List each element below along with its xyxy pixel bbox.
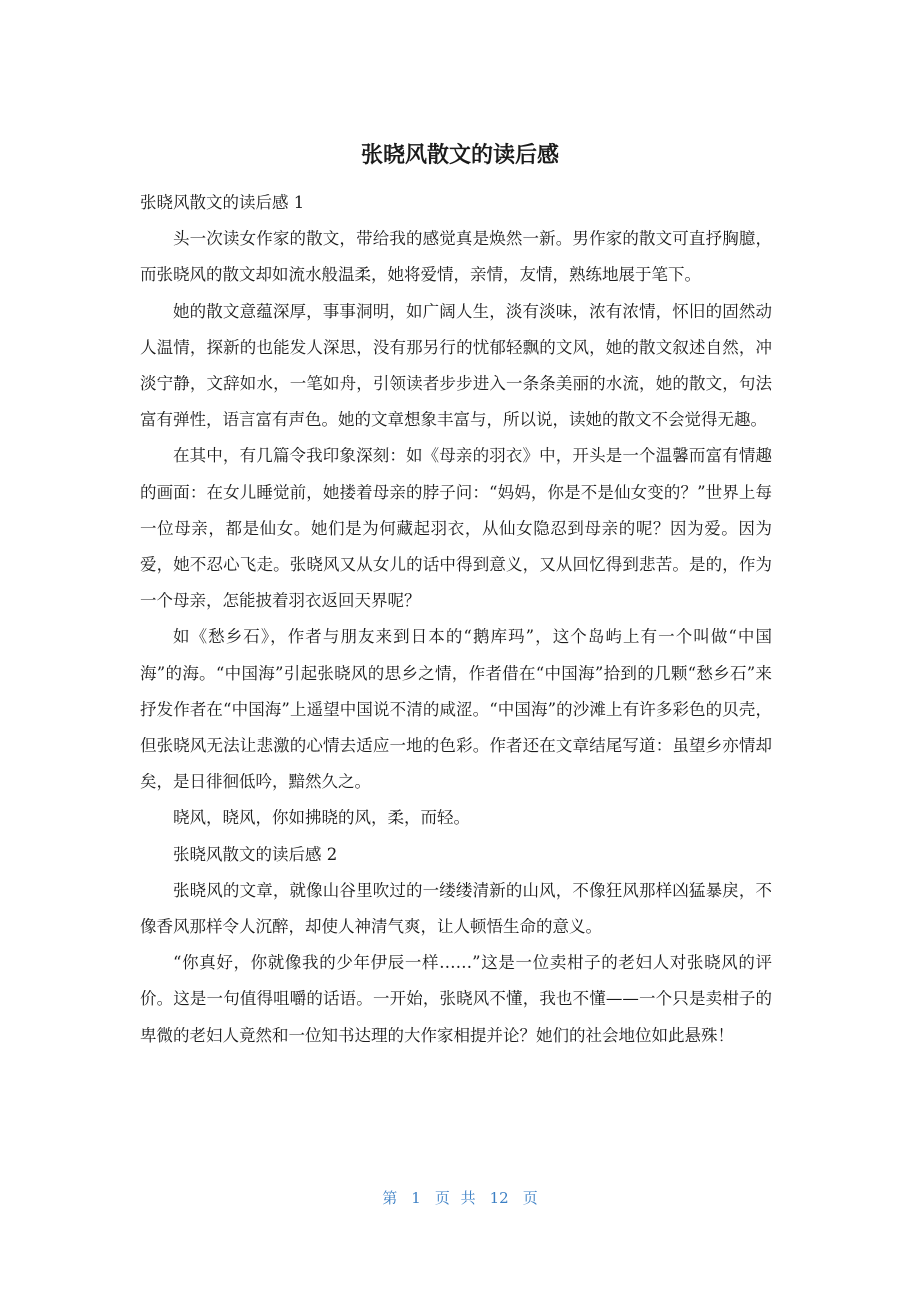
document-title: 张晓风散文的读后感	[360, 143, 559, 168]
paragraph: “你真好，你就像我的少年伊辰一样……”这是一位卖柑子的老妇人对张晓风的评价。这是一句值得咀嚼的话语。一开始，张晓风不懂，我也不懂——一个只是卖柑子的卑微的老妇人竟然和一位知书达理的大作家相提并论？她们的社会地位如此悬殊！	[140, 953, 772, 1045]
document-body	[140, 185, 772, 1054]
paragraph: 如《愁乡石》，作者与朋友来到日本的“鹅库玛”，这个岛屿上有一个叫做“中国海”的海。“中国海”引起张晓风的思乡之情，作者借在“中国海”拾到的几颗“愁乡石”来抒发作者在“中国海”上遥望中国说不清的咸涩。“中国海”的沙滩上有许多彩色的贝壳，但张晓风无法让悲激的心情去适应一地的色彩。作者还在文章结尾写道：虽望乡亦情却矣，是日徘徊低吟，黯然久之。	[140, 627, 772, 792]
page-footer	[0, 1186, 920, 1210]
footer-suffix: 页	[522, 1189, 538, 1207]
section-heading: 张晓风散文的读后感 2	[173, 844, 338, 864]
section-heading: 张晓风散文的读后感 1	[140, 193, 305, 212]
paragraph: 头一次读女作家的散文，带给我的感觉真是焕然一新。男作家的散文可直抒胸臆，而张晓风的散文却如流水般温柔，她将爱情，亲情，友情，熟练地展于笔下。	[140, 229, 772, 285]
paragraph: 张晓风的文章，就像山谷里吹过的一缕缕清新的山风，不像狂风那样凶猛暴戾，不像香风那样令人沉醉，却使人神清气爽，让人顿悟生命的意义。	[140, 880, 772, 937]
footer-middle: 页 共	[434, 1189, 476, 1207]
paragraph: 她的散文意蕴深厚，事事洞明，如广阔人生，淡有淡味，浓有浓情，怀旧的固然动人温情，探新的也能发人深思，没有那另行的忧郁轻飘的文风，她的散文叙述自然，冲淡宁静，文辞如水，一笔如舟，引领读者步步进入一条条美丽的水流，她的散文，句法富有弹性，语言富有声色。她的文章想象丰富与，所以说，读她的散文不会觉得无趣。	[140, 301, 772, 430]
footer-current-page: 1	[411, 1189, 421, 1207]
footer-total-pages: 12	[489, 1189, 509, 1207]
footer-prefix: 第	[382, 1189, 398, 1207]
paragraph: 晓风，晓风，你如拂晓的风，柔，而轻。	[173, 808, 470, 828]
paragraph: 在其中，有几篇令我印象深刻：如《母亲的羽衣》中，开头是一个温馨而富有情趣的画面：在女儿睡觉前，她搂着母亲的脖子问：“妈妈，你是不是仙女变的？”世界上每一位母亲，都是仙女。她们是为何藏起羽衣，从仙女隐忍到母亲的呢？因为爱。因为爱，她不忍心飞走。张晓风又从女儿的话中得到意义，又从回忆得到悲苦。是的，作为一个母亲，怎能披着羽衣返回天界呢？	[140, 446, 772, 611]
